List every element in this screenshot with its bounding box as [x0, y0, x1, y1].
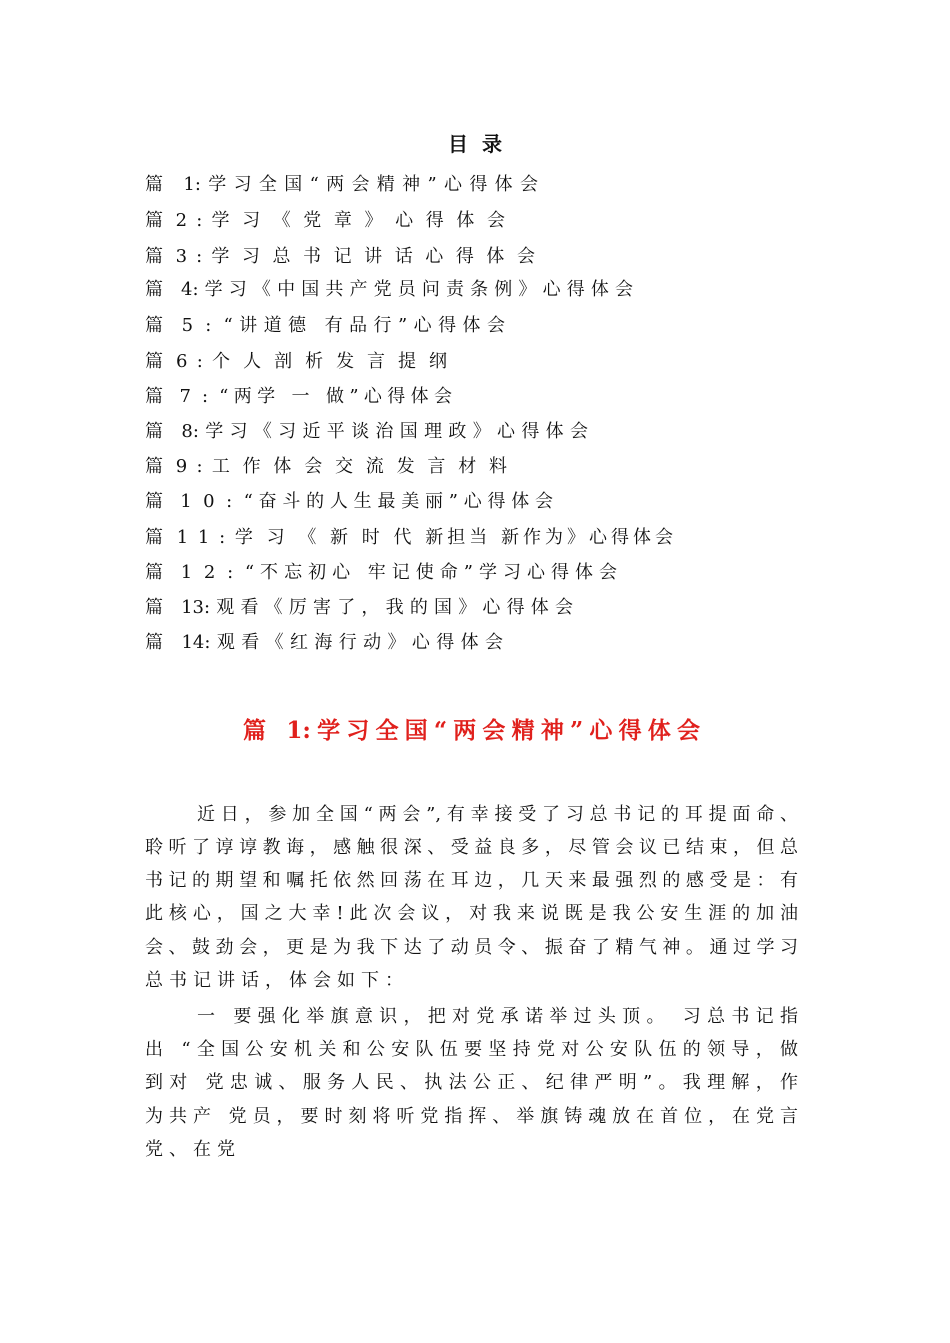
toc-item[interactable]: 篇 1 2 : “不忘初心 牢记使命”学习心得体会: [145, 562, 617, 583]
toc-item[interactable]: 篇 3 : 学 习 总 书 记 讲 话 心 得 体 会: [145, 246, 535, 267]
toc-title: 目录: [448, 132, 516, 156]
paragraph-line: 到对 党忠诚、服务人民、执法公正、纪律严明”。我理解，作: [145, 1072, 798, 1093]
toc-item[interactable]: 篇 1 0 : “奋斗的人生最美丽”心得体会: [145, 491, 553, 512]
toc-item[interactable]: 篇 8:学习《习近平谈治国理政》心得体会: [145, 421, 588, 442]
toc-item[interactable]: 篇 6 : 个 人 剖 析 发 言 提 纲: [145, 351, 447, 372]
paragraph-line: 近日，参加全国“两会”,有幸接受了习总书记的耳提面命、: [197, 804, 798, 825]
section-heading: 篇 1:学习全国“两会精神”心得体会: [243, 717, 700, 744]
paragraph-line: 书记的期望和嘱托依然回荡在耳边，几天来最强烈的感受是：有: [145, 870, 798, 891]
paragraph-line: 此核心，国之大幸!此次会议，对我来说既是我公安生涯的加油: [145, 903, 798, 924]
toc-item[interactable]: 篇 5 : “讲道德 有品行”心得体会: [145, 315, 505, 336]
paragraph-line: 聆听了谆谆教诲，感触很深、受益良多，尽管会议已结束，但总: [145, 837, 798, 858]
toc-item[interactable]: 篇 1 1 : 学 习 《 新 时 代 新担当 新作为》心得体会: [145, 527, 673, 548]
toc-item[interactable]: 篇 1:学习全国“两会精神”心得体会: [145, 174, 538, 195]
toc-item[interactable]: 篇 2 : 学 习 《 党 章 》 心 得 体 会: [145, 210, 505, 231]
toc-item[interactable]: 篇 7 : “两学 一 做”心得体会: [145, 386, 452, 407]
paragraph-line: 一 要强化举旗意识，把对党承诺举过头顶。 习总书记指: [197, 1006, 798, 1027]
paragraph-line: 为共产 党员，要时刻将听党指挥、举旗铸魂放在首位，在党言: [145, 1106, 798, 1127]
toc-item[interactable]: 篇 13:观看《厉害了，我的国》心得体会: [145, 597, 573, 618]
paragraph-line: 出 “全国公安机关和公安队伍要坚持党对公安队伍的领导，做: [145, 1039, 798, 1060]
paragraph-line: 党、在党: [145, 1139, 241, 1160]
toc-item[interactable]: 篇 4:学习《中国共产党员问责条例》心得体会: [145, 279, 633, 300]
paragraph-line: 会、鼓劲会，更是为我下达了动员令、振奋了精气神。通过学习: [145, 937, 798, 958]
toc-item[interactable]: 篇 14:观看《红海行动》心得体会: [145, 632, 503, 653]
paragraph-line: 总书记讲话，体会如下：: [145, 970, 409, 991]
toc-item[interactable]: 篇 9 : 工 作 体 会 交 流 发 言 材 料: [145, 456, 507, 477]
